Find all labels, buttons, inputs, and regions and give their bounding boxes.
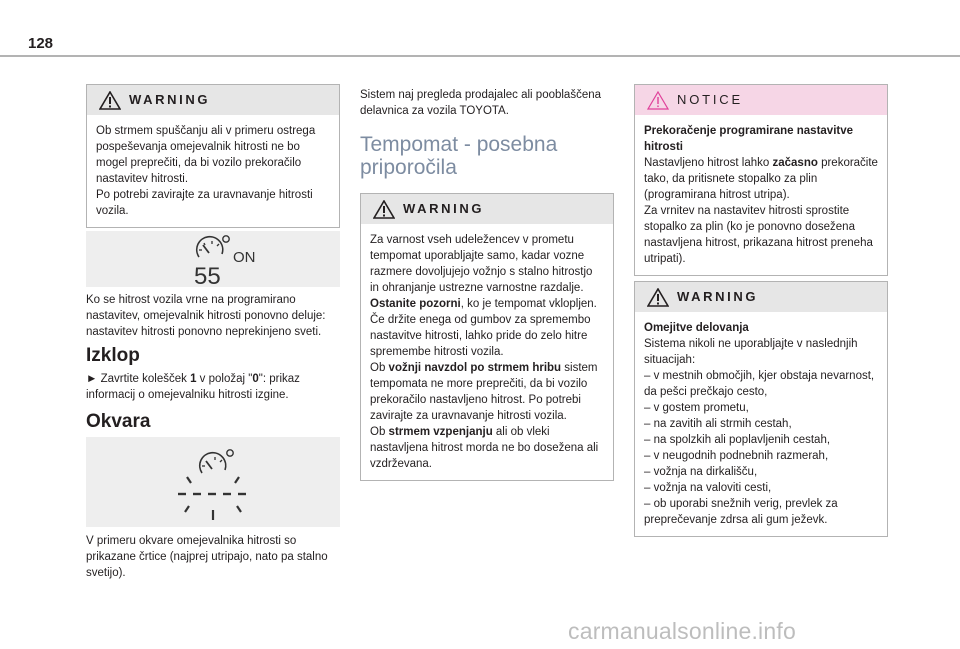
warning-title: WARNING <box>129 92 211 107</box>
text-run: ali ob vleki nastavljena hitrost morda ne bo dosežena ali vzdrževana. <box>370 426 599 470</box>
heading-okvara: Okvara <box>86 411 151 432</box>
list-item: – vožnja na valoviti cesti, <box>644 482 772 494</box>
warning-line: mogel preprečiti, da bi vozilo prekoračilo <box>96 157 302 169</box>
paragraph-inspection: Sistem naj pregleda prodajalec ali pooblaščena delavnica za vozila TOYOTA. <box>360 89 602 117</box>
speed-limiter-on-figure <box>86 231 340 287</box>
notice-text <box>635 115 887 275</box>
warning-line: nastavitev hitrosti. <box>96 173 189 185</box>
text-run: ► Zavrtite kolešček <box>86 373 191 385</box>
heading-tempomat: Tempomat - posebna priporočila <box>360 133 558 179</box>
watermark: carmanualsonline.info <box>568 618 796 644</box>
warning-heading <box>644 320 878 336</box>
heading-izklop: Izklop <box>86 345 140 366</box>
warning-header <box>87 85 339 115</box>
text-run: ": prikaz informacij o omejevalniku hitrosti izgine. <box>86 373 300 401</box>
warning-text <box>87 115 339 227</box>
warning-title: WARNING <box>677 289 759 304</box>
speedometer-fault-icon <box>86 437 340 527</box>
warning-paragraph <box>370 296 604 360</box>
speedometer-icon <box>86 231 340 287</box>
list-item: – na spolzkih ali poplavljenih cestah, <box>644 434 831 446</box>
list-item: – v neugodnih podnebnih razmerah, <box>644 450 829 462</box>
warning-line: Ob strmem spuščanju ali v primeru ostrega <box>96 125 316 137</box>
on-label: ON <box>233 249 256 266</box>
text-run: prekoračite tako, da pritisnete stopalko za plin (programirana hitrost utripa). <box>644 157 878 201</box>
warning-text <box>361 224 613 480</box>
notice-triangle-icon <box>647 91 669 110</box>
text-run: sistem tempomata ne more preprečiti, da bi vozilo prekoračilo nastavljeno hitrost. Po potrebi zavirajte za uravnavanje hitrosti vozila. <box>370 362 598 422</box>
warning-triangle-icon <box>99 91 121 110</box>
warning-paragraph <box>370 424 604 472</box>
notice-title: NOTICE <box>677 92 743 107</box>
warning-paragraph <box>370 360 604 424</box>
list-item: – na zavitih ali strmih cestah, <box>644 418 792 430</box>
notice-paragraph <box>644 155 878 203</box>
notice-paragraph: Za vrnitev na nastavitev hitrosti sprostite stopalko za plin (ko je ponovno dosežena nastavljena hitrost, prikazana hitrost preneha utripati). <box>644 205 873 265</box>
bold-run: strmem vzpenjanju <box>388 426 493 438</box>
warning-box-cruise-control <box>360 193 614 481</box>
page-number: 128 <box>28 35 54 52</box>
bold-run: Ostanite pozorni <box>370 298 461 310</box>
bold-run: 1 <box>190 373 197 385</box>
notice-header <box>635 85 887 115</box>
warning-box-speed-descent <box>86 84 340 228</box>
bold-run: 0 <box>252 373 259 385</box>
warning-triangle-icon <box>647 288 669 307</box>
paragraph-return: Ko se hitrost vozila vrne na programirano nastavitev, omejevalnik hitrosti ponovno deluje: nastavitev hitrosti ponovno neprekinjeno sveti. <box>86 294 326 338</box>
text-run: Ob <box>370 426 389 438</box>
text-run: Ob <box>370 362 389 374</box>
list-item: – vožnja na dirkališču, <box>644 466 758 478</box>
speed-digits: 55 <box>194 263 221 287</box>
warning-title: WARNING <box>403 201 485 216</box>
warning-line: vozila. <box>96 205 129 217</box>
bold-run: začasno <box>772 157 818 169</box>
warning-triangle-icon <box>373 200 395 219</box>
notice-heading <box>644 123 878 155</box>
speed-limiter-fault-figure <box>86 437 340 527</box>
warning-header <box>361 194 613 224</box>
warning-text <box>635 312 887 536</box>
list-item: – ob uporabi snežnih verig, prevlek za preprečevanje zdrsa ali gum ježevk. <box>644 498 838 526</box>
bold-run: Omejitve delovanja <box>644 322 749 334</box>
warning-line: pospeševanja omejevalnik hitrosti ne bo <box>96 141 300 153</box>
text-run: , ko je tempomat vklopljen. Če držite enega od gumbov za spremembo nastavitve hitrosti, lahko pride do zelo hitre spremembe hitrosti vozila. <box>370 298 597 358</box>
warning-paragraph: Za varnost vseh udeležencev v prometu tempomat uporabljajte samo, kadar vozne razmere dovoljujejo vožnjo s stalno hitrostjo in ohranjanje ustrezne varnostne razdalje. <box>370 234 593 294</box>
warning-box-limitations <box>634 281 888 537</box>
warning-intro: Sistema nikoli ne uporabljajte v naslednjih situacijah: <box>644 338 858 366</box>
warning-header <box>635 282 887 312</box>
limitations-list <box>644 368 878 528</box>
list-item: – v gostem prometu, <box>644 402 749 414</box>
text-run: Nastavljeno hitrost lahko <box>644 157 773 169</box>
bold-run: vožnji navzdol po strmem hribu <box>388 362 562 374</box>
text-run: v položaj " <box>196 373 253 385</box>
warning-line: Po potrebi zavirajte za uravnavanje hitrosti <box>96 189 313 201</box>
notice-box-exceeding-speed <box>634 84 888 276</box>
list-item: – v mestnih območjih, kjer obstaja nevarnost, da pešci prečkajo cesto, <box>644 370 875 398</box>
header-rule <box>0 55 960 57</box>
paragraph-izklop <box>86 371 340 403</box>
paragraph-fault: V primeru okvare omejevalnika hitrosti so prikazane črtice (najprej utripajo, nato pa stalno svetijo). <box>86 535 328 579</box>
bold-run: Prekoračenje programirane nastavitve hitrosti <box>644 125 854 153</box>
